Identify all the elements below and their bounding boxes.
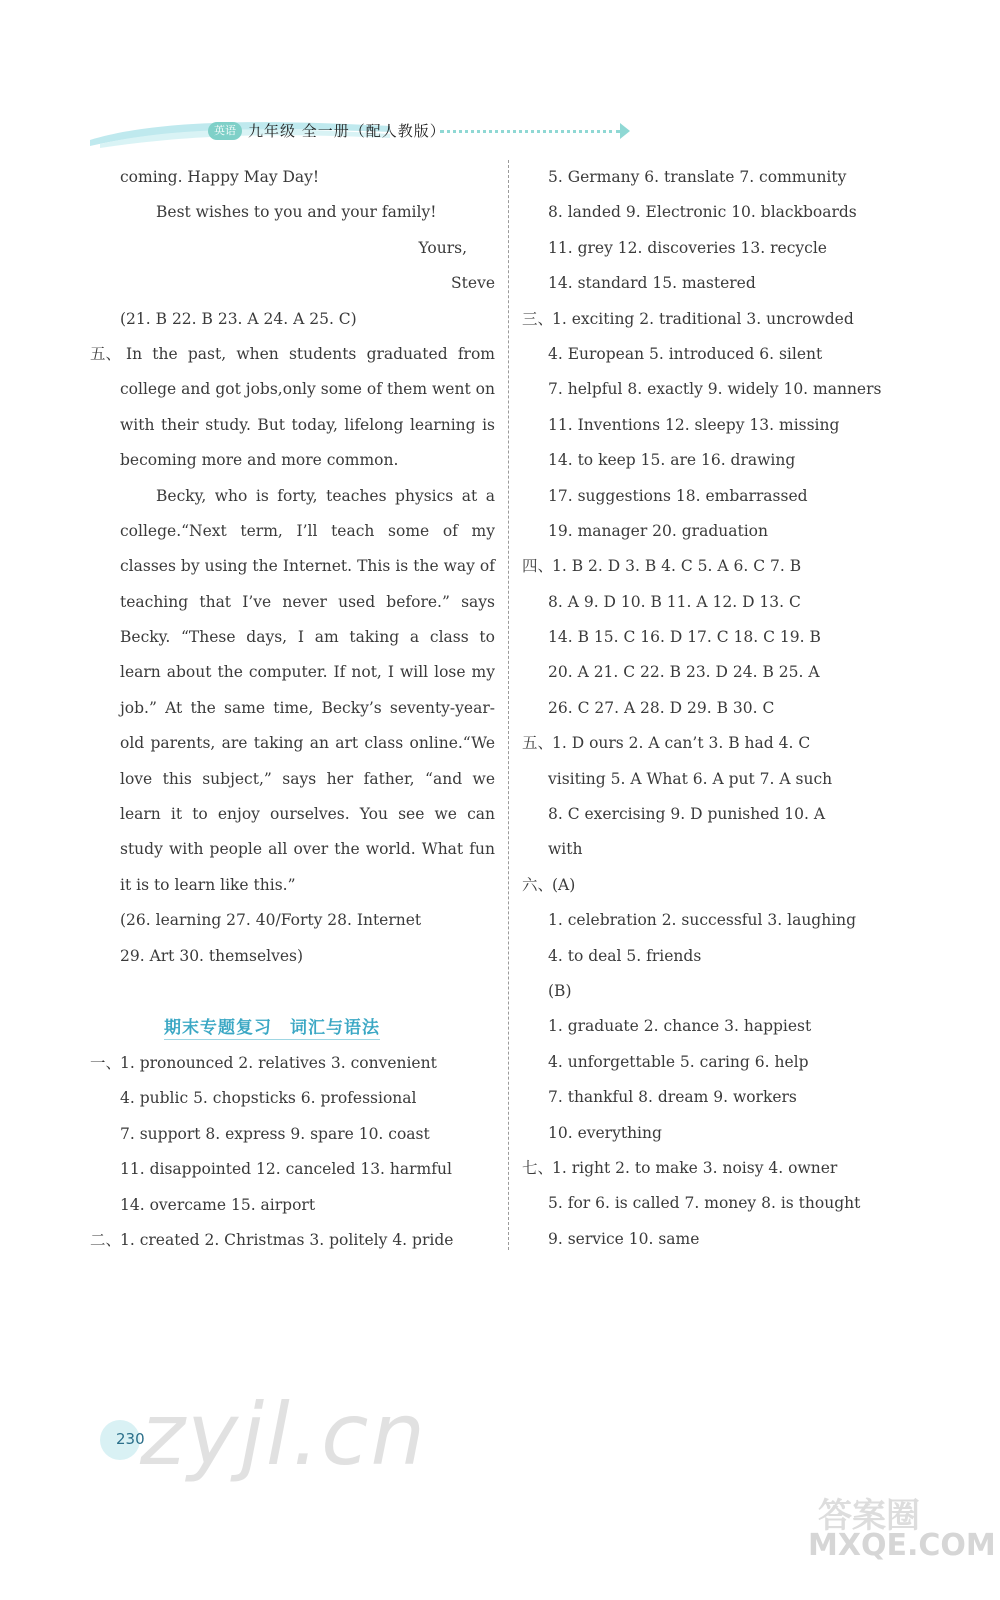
passage-line: it is to learn like this.” bbox=[120, 875, 296, 894]
answer-line: 14. to keep 15. are 16. drawing bbox=[548, 451, 796, 470]
answer-line: 20. A 21. C 22. B 23. D 24. B 25. A bbox=[548, 663, 820, 682]
answer-line: 一、1. pronounced 2. relatives 3. convenient bbox=[120, 1046, 495, 1081]
passage-line: job.” At the same time, Becky’s seventy-year- bbox=[120, 698, 495, 717]
passage-line: old parents, are taking an art class online.“We bbox=[120, 734, 495, 753]
passage-line: college and got jobs,only some of them went on bbox=[120, 380, 495, 399]
answer-line: 14. standard 15. mastered bbox=[548, 274, 756, 293]
answer-line: 4. European 5. introduced 6. silent bbox=[548, 344, 823, 363]
column-divider bbox=[508, 160, 509, 1250]
answer-line: 三、1. exciting 2. traditional 3. uncrowded bbox=[522, 302, 927, 337]
answer-line: 5. for 6. is called 7. money 8. is thought bbox=[548, 1194, 861, 1213]
answer-line: 11. grey 12. discoveries 13. recycle bbox=[548, 238, 827, 257]
answer-line: 4. public 5. chopsticks 6. professional bbox=[120, 1089, 417, 1108]
section-marker: 五、 bbox=[90, 344, 122, 363]
answer-line: 7. thankful 8. dream 9. workers bbox=[548, 1088, 797, 1107]
header-dots-decoration bbox=[440, 130, 620, 133]
answer-line: 二、1. created 2. Christmas 3. politely 4. pride bbox=[120, 1223, 495, 1258]
answer-line: 14. overcame 15. airport bbox=[120, 1195, 316, 1214]
passage-line: study with people all over the world. What fun bbox=[120, 840, 495, 859]
section-marker: 四、 bbox=[522, 557, 554, 576]
answer-line: 五、1. D ours 2. A can’t 3. B had 4. C bbox=[522, 726, 927, 761]
answer-line: 5. Germany 6. translate 7. community bbox=[548, 168, 847, 186]
section-marker: 七、 bbox=[522, 1158, 554, 1177]
answer-line: 8. A 9. D 10. B 11. A 12. D 13. C bbox=[548, 592, 801, 611]
answer-line: 26. C 27. A 28. D 29. B 30. C bbox=[548, 698, 775, 717]
answer-line: 8. C exercising 9. D punished 10. A bbox=[548, 805, 826, 824]
answer-line: 11. disappointed 12. canceled 13. harmful bbox=[120, 1160, 452, 1179]
answer-line: 七、1. right 2. to make 3. noisy 4. owner bbox=[522, 1151, 927, 1186]
letter-line: Best wishes to you and your family! bbox=[156, 203, 437, 222]
subject-badge: 英语 bbox=[208, 122, 242, 140]
answer-line: 六、(A) bbox=[522, 868, 927, 903]
section-marker: 五、 bbox=[522, 734, 554, 753]
answer-line: 14. B 15. C 16. D 17. C 18. C 19. B bbox=[548, 628, 821, 647]
section-marker: 三、 bbox=[522, 309, 554, 328]
right-column bbox=[522, 160, 927, 1257]
section-marker: 六、 bbox=[522, 875, 554, 894]
letter-line: coming. Happy May Day! bbox=[120, 168, 320, 186]
answers-26-30: 29. Art 30. themselves) bbox=[120, 946, 304, 965]
arrow-right-icon bbox=[620, 123, 630, 139]
answer-line: 10. everything bbox=[548, 1123, 662, 1142]
watermark-mxqe: MXQE.COM bbox=[808, 1528, 996, 1563]
page-number: 230 bbox=[116, 1430, 145, 1448]
passage-line: 五、 In the past, when students graduated from bbox=[120, 337, 495, 372]
left-column bbox=[90, 160, 495, 1258]
answer-line: 9. service 10. same bbox=[548, 1229, 700, 1248]
answer-line: 17. suggestions 18. embarrassed bbox=[548, 486, 808, 505]
answer-line: 7. support 8. express 9. spare 10. coast bbox=[120, 1124, 430, 1143]
answer-line: with bbox=[548, 840, 583, 859]
passage-line: Becky. “These days, I am taking a class to bbox=[120, 628, 495, 647]
book-title: 九年级 全一册（配人教版） bbox=[248, 122, 446, 140]
watermark-zyjl: zyjl.cn bbox=[140, 1385, 427, 1485]
answer-line: 19. manager 20. graduation bbox=[548, 521, 768, 540]
section-marker: 一、 bbox=[90, 1053, 122, 1072]
answers-21-25: (21. B 22. B 23. A 24. A 25. C) bbox=[120, 309, 357, 328]
answers-26-30: (26. learning 27. 40/Forty 28. Internet bbox=[120, 911, 422, 930]
passage-line: love this subject,” says her father, “and we bbox=[120, 769, 495, 788]
answer-line: 11. Inventions 12. sleepy 13. missing bbox=[548, 415, 840, 434]
passage-line: Becky, who is forty, teaches physics at a bbox=[156, 486, 495, 505]
answer-line: 4. unforgettable 5. caring 6. help bbox=[548, 1052, 809, 1071]
answer-line: 1. graduate 2. chance 3. happiest bbox=[548, 1017, 812, 1036]
letter-signature: Steve bbox=[451, 274, 495, 293]
section-title: 期末专题复习 词汇与语法 bbox=[164, 1017, 380, 1038]
passage-line: learn it to enjoy ourselves. You see we can bbox=[120, 805, 495, 824]
passage-line: college.“Next term, I’ll teach some of my bbox=[120, 521, 495, 540]
page-header bbox=[90, 116, 650, 148]
answer-line: 4. to deal 5. friends bbox=[548, 946, 702, 965]
passage-line: becoming more and more common. bbox=[120, 451, 399, 470]
passage-line: teaching that I’ve never used before.” says bbox=[120, 592, 495, 611]
subsection-label: (B) bbox=[548, 981, 572, 1000]
passage-line: with their study. But today, lifelong learning is bbox=[120, 415, 495, 434]
answer-line: 四、1. B 2. D 3. B 4. C 5. A 6. C 7. B bbox=[522, 549, 927, 584]
section-marker: 二、 bbox=[90, 1230, 122, 1249]
answer-line: 7. helpful 8. exactly 9. widely 10. manners bbox=[548, 380, 882, 399]
answer-line: 8. landed 9. Electronic 10. blackboards bbox=[548, 203, 857, 222]
passage-line: classes by using the Internet. This is the way of bbox=[120, 557, 495, 576]
answer-line: 1. celebration 2. successful 3. laughing bbox=[548, 911, 857, 930]
letter-closing: Yours, bbox=[418, 238, 467, 257]
answer-line: visiting 5. A What 6. A put 7. A such bbox=[548, 769, 833, 788]
passage-line: learn about the computer. If not, I will lose my bbox=[120, 663, 495, 682]
watermark-dajuan: 答案圈 bbox=[818, 1496, 920, 1536]
